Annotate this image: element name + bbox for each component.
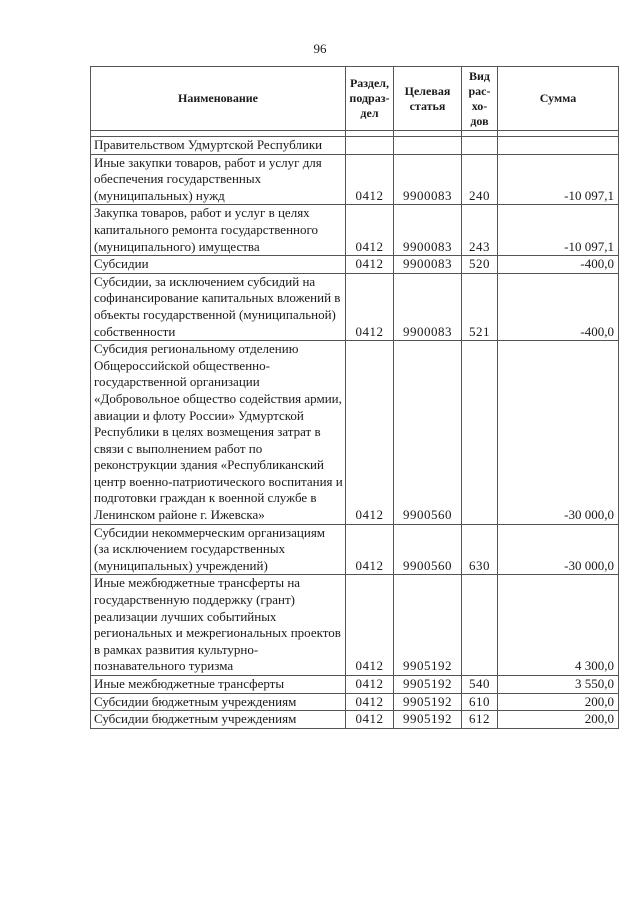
row-target: 9905192 [394, 711, 462, 729]
row-sum: -30 000,0 [498, 341, 619, 525]
row-target [394, 137, 462, 155]
row-section: 0412 [346, 273, 394, 340]
header-expense-type: Вид рас-хо-дов [462, 67, 498, 131]
table-header-row [91, 67, 619, 131]
table-row [91, 676, 619, 694]
header-target: Целевая статья [394, 67, 462, 131]
page-number: 96 [313, 41, 327, 56]
row-sum: -10 097,1 [498, 205, 619, 256]
row-type: 243 [462, 205, 498, 256]
row-section: 0412 [346, 711, 394, 729]
row-section: 0412 [346, 676, 394, 694]
row-sum: -30 000,0 [498, 524, 619, 575]
row-section: 0412 [346, 524, 394, 575]
row-name: Субсидии бюджетным учреждениям [91, 711, 346, 729]
row-type: 540 [462, 676, 498, 694]
row-name: Субсидии [91, 256, 346, 274]
row-sum: 4 300,0 [498, 575, 619, 676]
row-sum: -400,0 [498, 273, 619, 340]
header-section: Раздел, подраз-дел [346, 67, 394, 131]
table-row [91, 256, 619, 274]
row-target: 9905192 [394, 693, 462, 711]
row-section: 0412 [346, 341, 394, 525]
row-name: Субсидии некоммерческим организациям (за исключением государственных (муниципальных) учреждений) [91, 524, 346, 575]
row-section: 0412 [346, 205, 394, 256]
row-name: Закупка товаров, работ и услуг в целях капитального ремонта государственного (муниципального) имущества [91, 205, 346, 256]
row-sum: -10 097,1 [498, 154, 619, 205]
table-row [91, 154, 619, 205]
row-type: 610 [462, 693, 498, 711]
budget-table [90, 66, 619, 729]
row-section: 0412 [346, 693, 394, 711]
table-row [91, 524, 619, 575]
table-row [91, 273, 619, 340]
row-sum [498, 137, 619, 155]
row-sum: 3 550,0 [498, 676, 619, 694]
row-section: 0412 [346, 256, 394, 274]
row-section: 0412 [346, 154, 394, 205]
row-name: Правительством Удмуртской Республики [91, 137, 346, 155]
row-target: 9900560 [394, 524, 462, 575]
row-sum: 200,0 [498, 711, 619, 729]
row-target: 9905192 [394, 676, 462, 694]
row-type: 630 [462, 524, 498, 575]
table-row [91, 575, 619, 676]
row-name: Субсидии бюджетным учреждениям [91, 693, 346, 711]
table-row [91, 341, 619, 525]
header-name: Наименование [91, 67, 346, 131]
row-type: 240 [462, 154, 498, 205]
table-row [91, 711, 619, 729]
row-target: 9900560 [394, 341, 462, 525]
row-section: 0412 [346, 575, 394, 676]
row-name: Иные межбюджетные трансферты на государственную поддержку (грант) реализации лучших событийных региональных и межрегиональных проектов в рамках развития культурно-познавательного туризма [91, 575, 346, 676]
table-row [91, 205, 619, 256]
row-target: 9900083 [394, 154, 462, 205]
row-sum: 200,0 [498, 693, 619, 711]
row-name: Иные закупки товаров, работ и услуг для обеспечения государственных (муниципальных) нужд [91, 154, 346, 205]
row-name: Иные межбюджетные трансферты [91, 676, 346, 694]
row-type [462, 575, 498, 676]
row-target: 9900083 [394, 273, 462, 340]
row-name: Субсидии, за исключением субсидий на софинансирование капитальных вложений в объекты государственной (муниципальной) собственности [91, 273, 346, 340]
row-section [346, 137, 394, 155]
row-target: 9900083 [394, 205, 462, 256]
table-row [91, 137, 619, 155]
row-name: Субсидия региональному отделению Общероссийской общественно-государственной организации «Добровольное общество содействия армии, авиации и флоту России» Удмуртской Республики в целях возмещения затрат в связи с выполнением работ по реконструкции здания «Республиканский центр военно-патриотического воспитания и подготовки граждан к военной службе в Ленинском районе г. Ижевска» [91, 341, 346, 525]
table-row [91, 693, 619, 711]
header-sum: Сумма [498, 67, 619, 131]
row-target: 9905192 [394, 575, 462, 676]
row-sum: -400,0 [498, 256, 619, 274]
row-type: 612 [462, 711, 498, 729]
row-type [462, 341, 498, 525]
row-type [462, 137, 498, 155]
row-type: 521 [462, 273, 498, 340]
row-type: 520 [462, 256, 498, 274]
row-target: 9900083 [394, 256, 462, 274]
